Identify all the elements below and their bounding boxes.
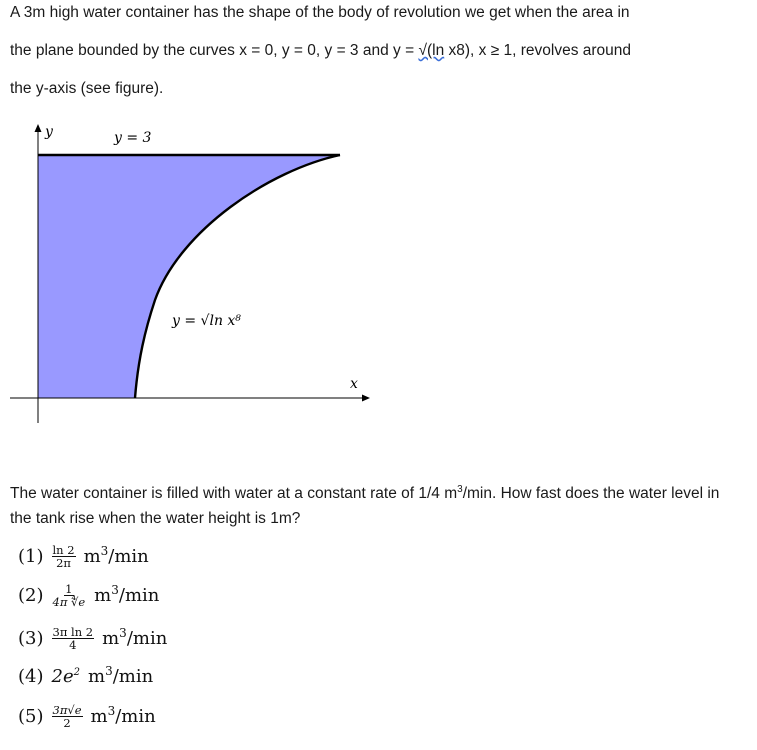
option-fraction (52, 626, 95, 651)
question-pre: The water container is filled with water at a constant rate of 1/4 m (10, 485, 458, 502)
fraction-denominator: 2 (63, 715, 71, 730)
unit-tail: /min (115, 705, 156, 727)
intro-line-2-pre: the plane bounded by the curves x = 0, y = 0, y = 3 and y = (10, 42, 419, 59)
curve-label: y = √ln x⁸ (172, 313, 241, 329)
expression-exponent: 2 (73, 666, 80, 678)
intro-line-1: A 3m high water container has the shape of the body of revolution we get when the area in (10, 4, 630, 21)
question-text (10, 481, 745, 531)
unit-tail: /min (112, 665, 154, 687)
unit-base: m (102, 627, 120, 649)
answer-option-1[interactable] (18, 538, 149, 574)
unit-exponent: 3 (100, 543, 109, 558)
fraction-denominator: 2π (56, 555, 71, 570)
option-number: (1) (18, 545, 44, 567)
option-fraction (52, 544, 76, 569)
answer-option-4[interactable] (18, 658, 153, 694)
option-number: (2) (18, 584, 44, 606)
option-unit (87, 663, 154, 687)
option-unit (102, 625, 168, 649)
answer-option-5[interactable] (18, 698, 156, 734)
intro-line-2-marked: √(ln (418, 42, 445, 59)
answer-option-3[interactable] (18, 620, 167, 656)
fraction-denominator: 4 (69, 637, 77, 652)
option-number: (3) (18, 627, 44, 649)
y-axis-label: y (45, 124, 53, 140)
problem-intro (10, 3, 631, 117)
option-unit (94, 582, 160, 606)
x-axis-label: x (350, 376, 358, 392)
question-sup: 3 (457, 483, 463, 495)
fraction-numerator: 3π√e (52, 702, 82, 717)
shaded-region (38, 155, 340, 398)
option-expression (52, 666, 80, 687)
x-axis-arrow (362, 395, 370, 402)
question-post: /min. How fast does the water level in the tank rise when the water height is 1m? (10, 485, 720, 527)
intro-line-3: the y-axis (see figure). (10, 80, 164, 97)
fraction-numerator: 3π ln 2 (52, 624, 94, 639)
option-number: (5) (18, 705, 44, 727)
fraction-numerator: ln 2 (52, 542, 75, 557)
unit-exponent: 3 (119, 625, 127, 640)
option-number: (4) (18, 665, 44, 687)
intro-line-2 (10, 41, 631, 79)
unit-tail: /min (126, 627, 168, 649)
unit-exponent: 3 (107, 703, 116, 718)
unit-base: m (90, 705, 108, 727)
unit-exponent: 3 (111, 582, 119, 597)
unit-exponent: 3 (105, 663, 113, 678)
option-fraction (52, 704, 83, 729)
unit-tail: /min (118, 584, 160, 606)
unit-base: m (83, 545, 101, 567)
top-line-label: y = 3 (114, 130, 152, 146)
fraction-denominator: 4π ∜e (52, 594, 86, 609)
unit-base: m (94, 584, 112, 606)
option-unit (90, 703, 156, 727)
answer-option-2[interactable] (18, 577, 159, 613)
option-unit (83, 543, 149, 567)
expression-base: 2e (51, 665, 74, 687)
unit-tail: /min (108, 545, 149, 567)
fraction-numerator: 1 (65, 581, 73, 596)
option-fraction (52, 583, 87, 608)
intro-line-2-post: x8), x ≥ 1, revolves around (444, 42, 632, 59)
container-figure (0, 110, 400, 440)
y-axis-arrow (35, 124, 42, 132)
unit-base: m (87, 665, 106, 687)
